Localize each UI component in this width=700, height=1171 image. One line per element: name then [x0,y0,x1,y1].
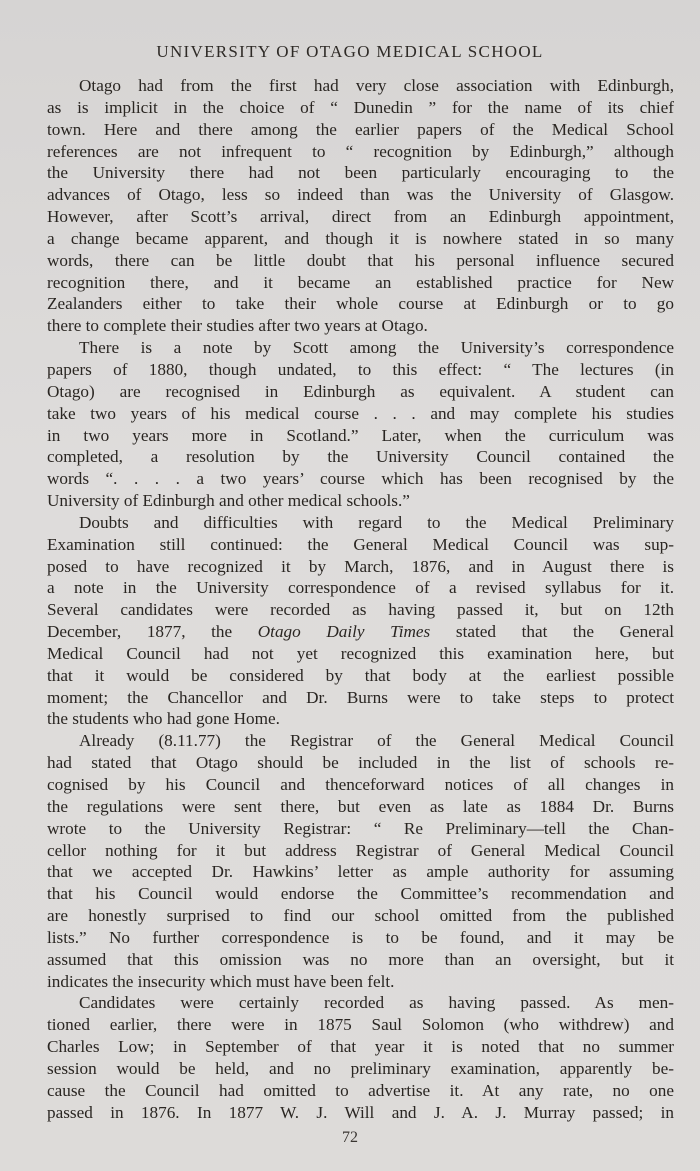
text-line: the regulations were sent there, but even as late as 1884 Dr. Burns [47,796,674,816]
page-number: 72 [342,1129,358,1146]
text-line: had stated that Otago should be included in the list of schools re- [47,753,674,773]
text-line: town. Here and there among the earlier papers of the Medical School [47,119,674,139]
text-line: advances of Otago, less so indeed than was the University of Glasgow. [47,185,674,205]
text-line: cellor nothing for it but address Registrar of General Medical Council [47,840,674,860]
text-line: in two years more in Scotland.” Later, when the curriculum was [47,425,674,445]
text-run: stated that the General [430,622,674,642]
text-line: passed in 1876. In 1877 W. J. Will and J. A. J. Murray passed; in [47,1102,674,1122]
text-line: a change became apparent, and though it is nowhere stated in so many [47,228,674,248]
text-line: Charles Low; in September of that year it is noted that no summer [47,1037,674,1057]
text-line: Examination still continued: the General Medical Council was sup- [47,534,674,554]
text-line: indicates the insecurity which must have been felt. [47,971,395,991]
text-line: Medical Council had not yet recognized this examination here, but [47,643,674,663]
text-line: cognised by his Council and thenceforward notices of all changes in [47,775,674,794]
text-line: moment; the Chancellor and Dr. Burns were to take steps to protect [47,687,674,707]
text-line: papers of 1880, though undated, to this effect: “ The lectures (in [47,359,674,379]
text-line: Doubts and difficulties with regard to the Medical Preliminary [79,512,674,532]
text-line: take two years of his medical course . . . and may complete his studies [47,403,674,423]
text-line: Already (8.11.77) the Registrar of the General Medical Council [79,731,674,751]
text-line [47,621,674,643]
text-line: that it would be considered by that body at the earliest possible [47,665,674,685]
text-line: However, after Scott’s arrival, direct from an Edinburgh appointment, [47,207,674,227]
text-line: words “. . . . a two years’ course which has been recognised by the [47,469,674,489]
text-line: posed to have recognized it by March, 1876, and in August there is [47,556,674,576]
text-line: assumed that this omission was no more than an oversight, but it [47,949,674,969]
text-line: wrote to the University Registrar: “ Re Preliminary—tell the Chan- [47,818,674,838]
text-line: Otago had from the first had very close association with Edinburgh, [79,76,674,95]
text-line: Candidates were certainly recorded as having passed. As men- [79,993,674,1013]
text-line: that his Council would endorse the Committee’s recommendation and [47,884,674,904]
newspaper-title: Otago Daily Times [257,622,431,642]
text-line: a note in the University correspondence of a revised syllabus for it. [47,578,674,598]
text-line: There is a note by Scott among the University’s correspondence [79,338,674,358]
body-text [47,75,674,1124]
text-line: cause the Council had omitted to advertise it. At any rate, no one [47,1080,674,1100]
text-line: Zealanders either to take their whole course at Edinburgh or to go [47,294,674,314]
text-line: as is implicit in the choice of “ Dunedin ” for the name of its chief [47,97,674,117]
text-line: words, there can be little doubt that his personal influence secured [47,250,674,270]
text-line: recognition there, and it became an established practice for New [47,272,674,292]
text-line: Otago) are recognised in Edinburgh as equivalent. A student can [47,381,674,401]
text-line: completed, a resolution by the University Council contained the [47,447,674,467]
text-line: the students who had gone Home. [47,709,280,729]
text-run: December, 1877, the [47,622,258,642]
text-line: that we accepted Dr. Hawkins’ letter as ample authority for assuming [47,862,674,882]
text-line: are honestly surprised to find our school omitted from the published [47,906,674,926]
text-line: University of Edinburgh and other medical schools.” [47,491,410,511]
text-line: session would be held, and no preliminary examination, apparently be- [47,1058,674,1078]
running-head: UNIVERSITY OF OTAGO MEDICAL SCHOOL [156,42,544,61]
text-line: there to complete their studies after two years at Otago. [47,316,428,336]
text-line: lists.” No further correspondence is to be found, and it may be [47,927,674,947]
text-line: the University there had not been particularly encouraging to the [47,163,674,183]
text-line: Several candidates were recorded as having passed it, but on 12th [47,600,674,620]
text-line: references are not infrequent to “ recognition by Edinburgh,” although [47,141,674,161]
text-line: tioned earlier, there were in 1875 Saul Solomon (who withdrew) and [47,1015,674,1035]
